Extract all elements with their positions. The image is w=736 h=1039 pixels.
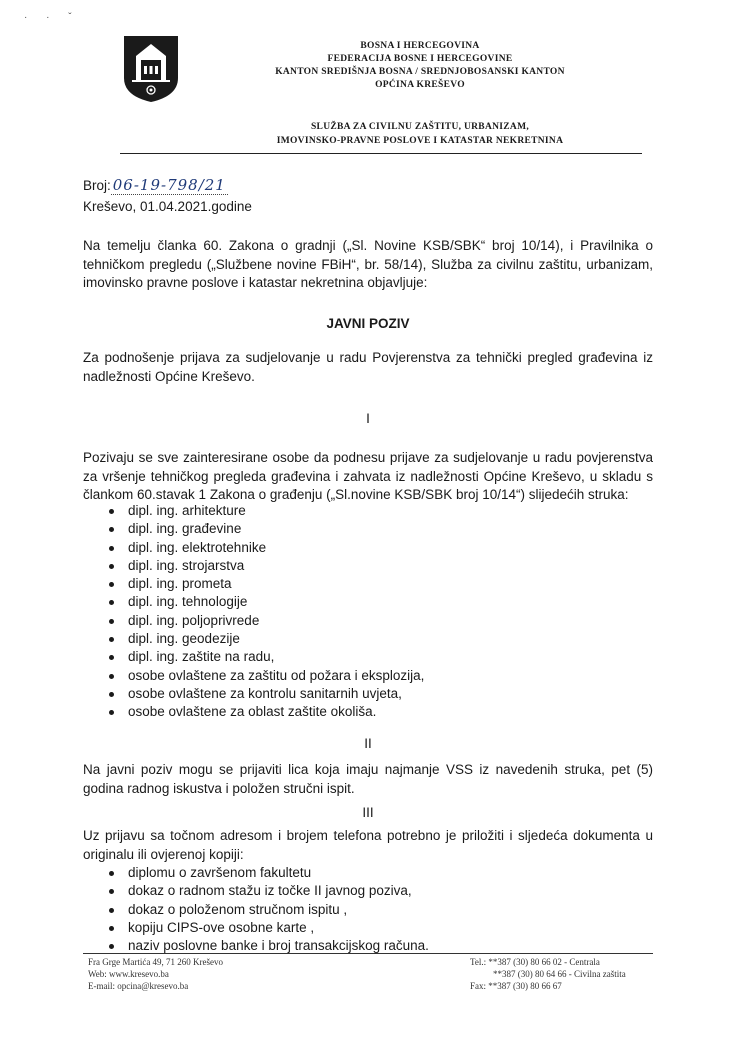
document-list-item xyxy=(104,864,624,882)
letterhead-line: KANTON SREDIŠNJA BOSNA / SREDNJOBOSANSKI KANTON xyxy=(275,67,565,77)
list-item-text: osobe ovlaštene za zaštitu od požara i eksplozija, xyxy=(128,667,425,683)
footer-divider xyxy=(83,953,653,954)
intro-paragraph: Na temelju članka 60. Zakona o gradnji („Sl. Novine KSB/SBK“ broj 10/14), i Pravilnika o tehničkom pregledu („Službene novine FBiH“, br. 58/14), Služba za civilnu zaštitu, urbanizam, imovinsko pravne poslove i katastar nekretnina objavljuje: xyxy=(83,238,653,290)
list-item-text: dipl. ing. strojarstva xyxy=(128,557,245,573)
profession-list-item xyxy=(104,593,624,611)
document-title: JAVNI POZIV xyxy=(326,316,410,331)
profession-list-item xyxy=(104,612,624,630)
footer-tel-1: Tel.: **387 (30) 80 66 02 - Centrala xyxy=(470,957,600,967)
bullet-icon xyxy=(109,710,114,715)
list-item-text: naziv poslovne banke i broj transakcijskog računa. xyxy=(128,938,429,954)
section-numeral-3: III xyxy=(362,805,374,820)
list-item-text: dipl. ing. zaštite na radu, xyxy=(128,649,275,665)
bullet-icon xyxy=(109,674,114,679)
footer-fax: Fax: **387 (30) 80 66 67 xyxy=(470,981,562,991)
municipality-crest xyxy=(122,34,180,104)
list-item-text: dipl. ing. tehnologije xyxy=(128,594,248,610)
documents-list xyxy=(104,864,624,955)
footer-tel-2: **387 (30) 80 64 66 - Civilna zaštita xyxy=(493,969,626,979)
section-1-text: Pozivaju se sve zainteresirane osobe da podnesu prijave za sudjelovanje u radu povjerenstva za vršenje tehničkog pregleda građevina i zahvata iz nadležnosti Općine Kreševo, u skladu s člankom 60.stavak 1 Zakona o građenju („Sl.novine KSB/SBK broj 10/14“) slijedećih struka: xyxy=(83,450,653,502)
list-item-text: kopiju CIPS-ove osobne karte , xyxy=(128,919,315,935)
profession-list-item xyxy=(104,648,624,666)
broj-label: Broj: xyxy=(83,178,111,193)
broj-handwritten-value: 06-19-798/21 xyxy=(112,176,226,194)
list-item-text: dipl. ing. poljoprivrede xyxy=(128,612,260,628)
list-item-text: diplomu o završenom fakultetu xyxy=(128,865,312,880)
bullet-icon xyxy=(109,692,114,697)
bullet-icon xyxy=(109,926,114,931)
professions-list xyxy=(104,502,624,722)
reference-number xyxy=(83,176,228,194)
list-item-text: dipl. ing. građevine xyxy=(128,521,242,537)
bullet-icon xyxy=(109,944,114,949)
document-list-item xyxy=(104,901,624,919)
document-list-item xyxy=(104,919,624,937)
list-item-text: dipl. ing. geodezije xyxy=(128,631,240,647)
section-numeral-1: I xyxy=(366,411,370,426)
list-item-text: dipl. ing. arhitekture xyxy=(128,503,246,518)
bullet-icon xyxy=(109,564,114,569)
profession-list-item xyxy=(104,520,624,538)
list-item-text: dipl. ing. prometa xyxy=(128,576,232,592)
service-line: IMOVINSKO-PRAVNE POSLOVE I KATASTAR NEKRETNINA xyxy=(276,136,564,146)
bullet-icon xyxy=(109,600,114,605)
list-item-text: osobe ovlaštene za kontrolu sanitarnih uvjeta, xyxy=(128,685,402,701)
bullet-icon xyxy=(109,527,114,532)
list-item-text: dipl. ing. elektrotehnike xyxy=(128,539,267,555)
profession-list-item xyxy=(104,630,624,648)
document-date: Kreševo, 01.04.2021.godine xyxy=(83,199,252,214)
profession-list-item xyxy=(104,703,624,721)
profession-list-item xyxy=(104,667,624,685)
profession-list-item xyxy=(104,539,624,557)
list-item-text: dokaz o položenom stručnom ispitu , xyxy=(128,901,348,917)
bullet-icon xyxy=(109,908,114,913)
list-item-text: osobe ovlaštene za oblast zaštite okoliša. xyxy=(128,704,377,720)
service-line: SLUŽBA ZA CIVILNU ZAŠTITU, URBANIZAM, xyxy=(310,122,530,132)
document-list-item xyxy=(104,882,624,900)
section-3-text: Uz prijavu sa točnom adresom i brojem telefona potrebno je priložiti i sljedeća dokumenta u originalu ili ovjerenoj kopiji: xyxy=(83,828,653,862)
service-name xyxy=(190,120,650,148)
bullet-icon xyxy=(109,871,114,876)
footer-web[interactable]: Web: www.kresevo.ba xyxy=(88,969,169,979)
bullet-icon xyxy=(109,655,114,660)
header-divider xyxy=(120,153,642,154)
profession-list-item xyxy=(104,685,624,703)
profession-list-item xyxy=(104,557,624,575)
bullet-icon xyxy=(109,619,114,624)
letterhead-line: OPĆINA KREŠEVO xyxy=(375,80,465,90)
footer-contact-left xyxy=(88,956,223,992)
footer-contact-right xyxy=(470,956,626,992)
profession-list-item xyxy=(104,502,624,520)
letterhead-line: BOSNA I HERCEGOVINA xyxy=(360,41,480,51)
letterhead xyxy=(200,40,640,92)
scan-marks: · · ˇ xyxy=(24,12,80,23)
section-2-text: Na javni poziv mogu se prijaviti lica koja imaju najmanje VSS iz navedenih struka, pet (5) godina radnog iskustva i položen stručni ispit. xyxy=(83,762,653,796)
bullet-icon xyxy=(109,582,114,587)
subtitle-paragraph: Za podnošenje prijava za sudjelovanje u radu Povjerenstva za tehnički pregled građevina iz nadležnosti Općine Kreševo. xyxy=(83,350,653,384)
bullet-icon xyxy=(109,546,114,551)
profession-list-item xyxy=(104,575,624,593)
bullet-icon xyxy=(109,509,114,514)
letterhead-line: FEDERACIJA BOSNE I HERCEGOVINE xyxy=(327,54,513,64)
section-numeral-2: II xyxy=(364,736,372,751)
list-item-text: dokaz o radnom stažu iz točke II javnog poziva, xyxy=(128,883,412,899)
bullet-icon xyxy=(109,637,114,642)
footer-address: Fra Grge Martića 49, 71 260 Kreševo xyxy=(88,957,224,967)
bullet-icon xyxy=(109,889,114,894)
footer-email[interactable]: E-mail: opcina@kresevo.ba xyxy=(88,981,189,991)
